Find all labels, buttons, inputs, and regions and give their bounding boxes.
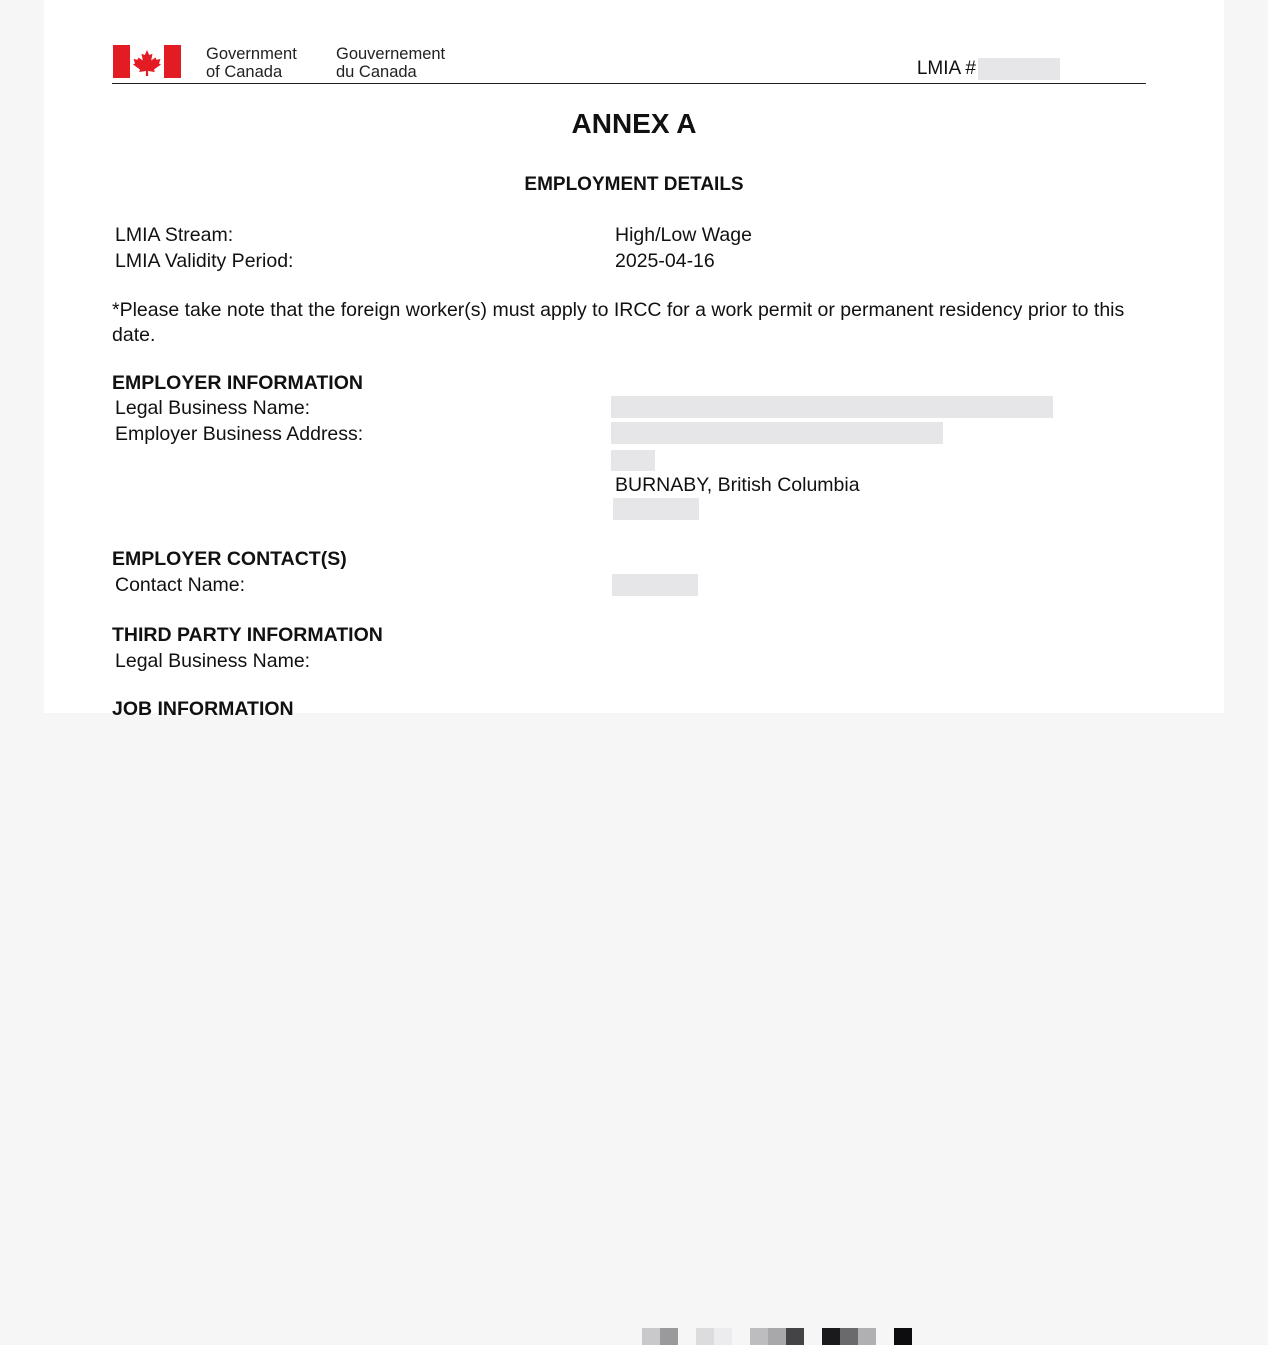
third-party-legal-name-label: Legal Business Name: (115, 650, 311, 672)
job-information-heading: JOB INFORMATION (112, 698, 294, 720)
government-of-canada-wordmark (206, 45, 297, 81)
work-permit-note: *Please take note that the foreign worker(s) must apply to IRCC for a work permit or permanent residency prior to this date. (112, 299, 1125, 346)
document-page (44, 0, 1224, 720)
employer-contacts-heading: EMPLOYER CONTACT(S) (112, 548, 347, 570)
lmia-validity-value: 2025-04-16 (615, 250, 715, 272)
third-party-heading: THIRD PARTY INFORMATION (112, 624, 383, 646)
employer-address-line2-redacted (611, 450, 655, 471)
lmia-validity-label: LMIA Validity Period: (115, 250, 294, 272)
header-divider (112, 83, 1146, 84)
employment-details-heading: EMPLOYMENT DETAILS (524, 174, 744, 195)
contact-name-redacted (612, 574, 698, 596)
gov-en-line2: of Canada (206, 63, 283, 81)
gov-fr-line2: du Canada (336, 63, 417, 81)
canada-flag-icon (113, 45, 181, 78)
lmia-stream-value: High/Low Wage (615, 224, 752, 246)
employer-address-line1-redacted (611, 422, 943, 444)
gouvernement-du-canada-wordmark (336, 45, 445, 81)
employer-city-province: BURNABY, British Columbia (615, 474, 860, 496)
lmia-stream-label: LMIA Stream: (115, 224, 234, 246)
employer-legal-name-label: Legal Business Name: (115, 397, 311, 419)
employer-information-heading: EMPLOYER INFORMATION (112, 372, 363, 394)
page-title: ANNEX A (571, 108, 697, 139)
gov-en-line1: Government (206, 45, 297, 63)
employer-postal-code-redacted (613, 498, 699, 520)
lmia-number (917, 58, 1060, 80)
lmia-number-label: LMIA # (916, 58, 976, 79)
employer-address-label: Employer Business Address: (115, 423, 364, 445)
third-party-legal-name-pixelated (642, 664, 942, 681)
lmia-number-redacted (978, 58, 1060, 80)
contact-name-label: Contact Name: (115, 574, 246, 596)
employer-legal-name-redacted (611, 396, 1053, 418)
gov-fr-line1: Gouvernement (336, 45, 446, 63)
